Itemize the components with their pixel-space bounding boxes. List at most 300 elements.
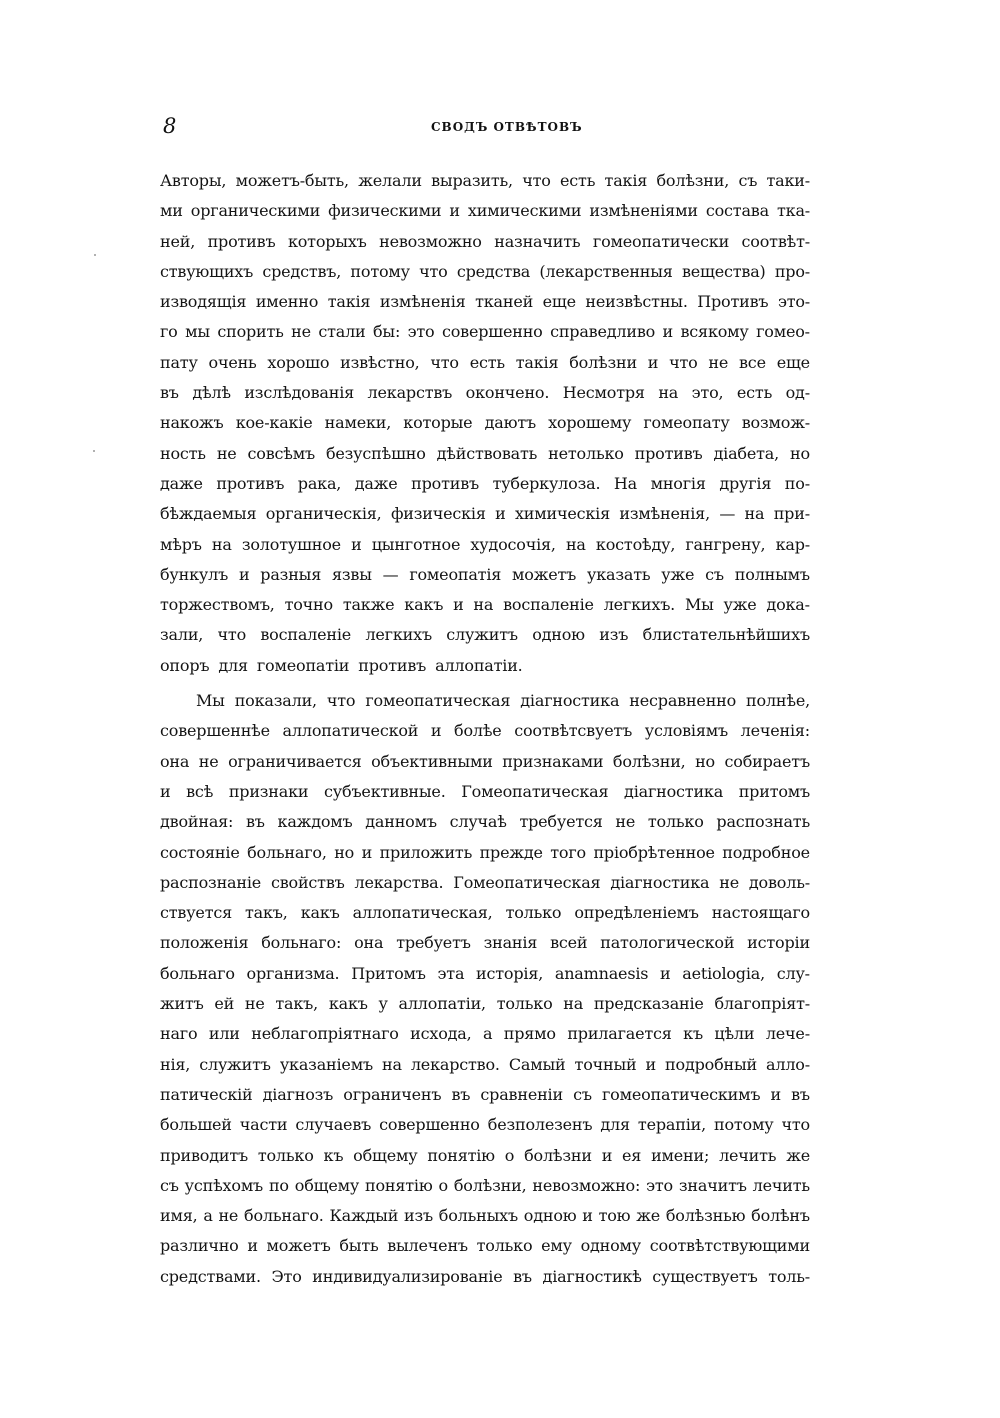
word: такъ, [245, 903, 288, 923]
word: и [582, 1206, 593, 1226]
word: — [382, 564, 399, 584]
word: ему [541, 1236, 572, 1256]
word: понятію [427, 1145, 495, 1165]
text-line [160, 747, 810, 777]
word: же [636, 1206, 661, 1226]
word: знанія [483, 933, 538, 953]
word: ней, [160, 231, 196, 251]
word: такія [604, 171, 648, 190]
word: больнаго [160, 963, 235, 983]
word: приводитъ [160, 1145, 248, 1165]
word: на [563, 994, 584, 1014]
word: ограниченъ [343, 1084, 442, 1104]
word: ми [160, 201, 183, 221]
word: на [658, 383, 679, 403]
text-line [160, 651, 810, 681]
word: имени; [651, 1145, 710, 1165]
word: распознаніе [160, 872, 262, 892]
word: Мы [684, 595, 714, 615]
word: діабета, [713, 443, 779, 463]
word: что [430, 352, 459, 372]
word: или [208, 1024, 240, 1044]
word: двойная: [160, 812, 234, 832]
word: блистательнѣйшихъ [642, 625, 810, 645]
text-line [160, 348, 810, 378]
word: химическими [467, 201, 582, 221]
word: — [719, 504, 736, 524]
word: кое-какіе [235, 413, 313, 433]
word: прилагается [567, 1024, 672, 1044]
word: индивидуализированіе [312, 1266, 503, 1286]
word: съ [160, 1175, 179, 1195]
word: можетъ-быть, [235, 171, 349, 190]
word: дѣлѣ [192, 383, 231, 403]
word: для [218, 655, 248, 675]
word: возмож- [741, 413, 810, 433]
word: можетъ [512, 564, 577, 584]
text-line [160, 989, 810, 1019]
word: больнаго. [244, 1206, 324, 1226]
text-line [160, 408, 810, 438]
word: показали, [234, 691, 317, 711]
word: не [708, 352, 729, 372]
word: гангрену, [685, 534, 766, 554]
word: противъ [634, 443, 703, 463]
word: только [476, 1236, 533, 1256]
word: всѣ [186, 781, 214, 801]
word: значитъ [678, 1175, 747, 1195]
word: мѣръ [160, 534, 202, 554]
text-line [160, 959, 810, 989]
word: приложить [379, 842, 473, 862]
word: золотушное [241, 534, 341, 554]
word: толь- [768, 1266, 810, 1286]
word: а [482, 1024, 493, 1044]
body-text [160, 166, 810, 1292]
word: но [695, 751, 715, 771]
word: од- [785, 383, 810, 403]
word: для [600, 1115, 630, 1135]
word: общему [294, 1175, 360, 1195]
text-line [160, 620, 810, 650]
word: діагностикѣ [542, 1266, 642, 1286]
word: болѣнъ [751, 1206, 810, 1226]
word: признаками [502, 751, 604, 771]
paper-speck [93, 450, 95, 452]
word: физическія [390, 504, 486, 524]
word: на [381, 1054, 402, 1074]
text-line [160, 686, 810, 716]
word: даже [160, 473, 203, 493]
word: про- [774, 261, 810, 281]
word: намеки, [324, 413, 392, 433]
word: большей [160, 1115, 232, 1135]
running-head: СВОДЪ ОТВѢТОВЪ [431, 120, 583, 134]
word: бункулъ [160, 564, 229, 584]
word: данномъ [365, 812, 437, 832]
word: исхода, [410, 1024, 472, 1044]
word: подробный [665, 1054, 757, 1074]
word: слу- [776, 963, 810, 983]
word: средствъ, [262, 261, 342, 281]
word: къ [683, 1024, 703, 1044]
word: служитъ [199, 1054, 271, 1074]
word: такія [515, 352, 559, 372]
word: благопріят- [714, 994, 810, 1014]
text-line [160, 807, 810, 837]
word: все [739, 352, 766, 372]
text-line [160, 1262, 810, 1292]
word: даютъ [484, 413, 536, 433]
word: пату [160, 352, 198, 372]
word: въ [451, 1084, 471, 1104]
word: такъ, [275, 994, 319, 1014]
word: свойствъ [270, 872, 345, 892]
word: не [291, 322, 311, 342]
word: органическія, [265, 504, 382, 524]
word: понятію [365, 1175, 433, 1195]
word: какъ [404, 595, 444, 615]
word: по [268, 1175, 289, 1195]
word: выразить, [431, 171, 513, 190]
word: на [211, 534, 232, 554]
word: (лекарственныя [539, 261, 673, 281]
word: органическими [190, 201, 321, 221]
word: и [662, 322, 674, 342]
word: подробное [722, 842, 810, 862]
word: аллопатической [282, 721, 419, 741]
word: дока- [766, 595, 810, 615]
word: безуспѣшно [325, 443, 426, 463]
word: что [217, 625, 247, 645]
word: и [247, 1236, 258, 1256]
word: костоѣду, [595, 534, 676, 554]
word: справедливо [550, 322, 656, 342]
word: діагнозъ [262, 1084, 334, 1104]
word: изъ [599, 625, 629, 645]
word: она [160, 751, 190, 771]
word: гомеопатически [592, 231, 730, 251]
word: ствуется [160, 903, 233, 923]
word: совершенно [441, 322, 543, 342]
text-line [160, 1231, 810, 1261]
word: существуетъ [652, 1266, 758, 1286]
word: служитъ [446, 625, 518, 645]
word: случаевъ [295, 1115, 372, 1135]
word: уже [723, 595, 757, 615]
word: состава [705, 201, 769, 221]
word: лечить [719, 1145, 777, 1165]
word: которые [403, 413, 473, 433]
word: какъ [300, 903, 340, 923]
word: не [615, 812, 636, 832]
word: и [647, 352, 659, 372]
word: различно [160, 1236, 239, 1256]
word: и [238, 564, 250, 584]
word: стали [318, 322, 366, 342]
text-line [160, 1019, 810, 1049]
word: болѣзни [524, 1145, 592, 1165]
word: физическими [328, 201, 442, 221]
word: соотвѣт- [741, 231, 810, 251]
word: общему [353, 1145, 418, 1165]
word: легкихъ. [603, 595, 676, 615]
word: у [378, 994, 388, 1014]
word: anamnaesis [554, 963, 649, 983]
text-line [160, 1080, 810, 1110]
text-line [160, 560, 810, 590]
word: алло- [766, 1054, 810, 1074]
word: Гомеопатическая [461, 781, 609, 801]
word: хорошо [267, 352, 330, 372]
word: ствующихъ [160, 261, 254, 281]
word: безполезенъ [487, 1115, 593, 1135]
word: условіямъ [644, 721, 728, 741]
word: распознать [716, 812, 810, 832]
word: гомеопату [643, 413, 730, 433]
word: даже [354, 473, 398, 493]
word: На [613, 473, 638, 493]
word: мы [185, 322, 210, 342]
word: что [669, 352, 698, 372]
word: это [646, 1175, 673, 1195]
text-line [160, 317, 810, 347]
word: потому [350, 261, 410, 281]
word: еще [776, 352, 810, 372]
word: средства [456, 261, 531, 281]
word: разныя [260, 564, 322, 584]
word: не [244, 994, 265, 1014]
text-line [160, 378, 810, 408]
word: Авторы, [160, 171, 227, 190]
word: съ [738, 171, 758, 190]
word: невозможно [379, 231, 482, 251]
word: только [257, 1145, 314, 1165]
word: житъ [160, 994, 204, 1014]
word: въ [246, 812, 265, 832]
word: нія, [160, 1054, 191, 1074]
word: не [198, 751, 219, 771]
word: худосочія, [470, 534, 556, 554]
word: требуется [519, 812, 603, 832]
word: спорить [217, 322, 284, 342]
word: Несмотря [562, 383, 645, 403]
word: настоящаго [711, 903, 810, 923]
word: одному [580, 1236, 642, 1256]
word: на [565, 534, 586, 554]
word: прежде [479, 842, 543, 862]
word: несравненно [629, 691, 737, 711]
word: го [160, 322, 178, 342]
word: и [449, 201, 460, 221]
word: терапіи, [637, 1115, 706, 1135]
word: хорошему [548, 413, 632, 433]
word: и [453, 595, 464, 615]
word: болѣзни, [453, 1175, 527, 1195]
word: противъ [216, 473, 285, 493]
word: указаніемъ [279, 1054, 373, 1074]
word: окончено. [465, 383, 550, 403]
word: быть [339, 1236, 379, 1256]
word: не [218, 1206, 239, 1226]
word: язвы [331, 564, 372, 584]
word: еще [542, 292, 576, 312]
word: и [495, 504, 506, 524]
word: лекарства. [354, 872, 444, 892]
word: одною [523, 1206, 577, 1226]
word: указать [587, 564, 651, 584]
word: легкихъ [365, 625, 432, 645]
text-line [160, 1171, 810, 1201]
text-line [160, 469, 810, 499]
word: противъ [358, 655, 427, 675]
text-line [160, 868, 810, 898]
word: Противъ [697, 292, 769, 312]
word: уже [661, 564, 695, 584]
text-line [160, 227, 810, 257]
text-line [160, 928, 810, 958]
word: есть [560, 171, 596, 190]
word: ность [160, 443, 206, 463]
word: извѣстно, [340, 352, 420, 372]
word: Мы [196, 691, 225, 711]
word: воспаленіе [503, 595, 594, 615]
word: опоръ [160, 655, 210, 675]
word: потому [713, 1115, 774, 1135]
word: гомеопатическая [365, 691, 511, 711]
word: наго [160, 1024, 198, 1044]
word: леченія: [740, 721, 810, 741]
word: что [522, 171, 551, 190]
word: вылеченъ [387, 1236, 468, 1256]
word: желали [358, 171, 422, 190]
word: гомеопатическимъ [601, 1084, 761, 1104]
word: изводящія [160, 292, 247, 312]
word: она [354, 933, 384, 953]
text-line [160, 499, 810, 529]
word: діагностика [624, 781, 724, 801]
word: полнѣе, [746, 691, 810, 711]
word: положенія [160, 933, 249, 953]
word: и [601, 1145, 613, 1165]
word: въ [160, 383, 179, 403]
word: ея [622, 1145, 642, 1165]
word: и [430, 721, 442, 741]
word: тканей [475, 292, 534, 312]
word: о [438, 1175, 448, 1195]
text-line [160, 196, 810, 226]
word: гомео- [756, 322, 810, 342]
text-line [160, 166, 810, 196]
word: только [505, 903, 562, 923]
word: организма. [246, 963, 340, 983]
word: рака, [297, 473, 342, 493]
text-line [160, 1110, 810, 1140]
paragraph [160, 686, 810, 1292]
word: лечить [752, 1175, 810, 1195]
word: пріобрѣтенное [593, 842, 715, 862]
word: кар- [775, 534, 810, 554]
word: болѣзнью [665, 1206, 746, 1226]
word: всей [550, 933, 588, 953]
word: успѣхомъ [184, 1175, 264, 1195]
text-line [160, 1141, 810, 1171]
word: патологической [600, 933, 735, 953]
word: туберкулоза. [492, 473, 601, 493]
word: аллопатическая, [352, 903, 493, 923]
word: aetiologia, [682, 963, 765, 983]
word: но [789, 443, 810, 463]
word: болѣе [454, 721, 502, 741]
page-number: 8 [163, 114, 177, 138]
word: и [351, 534, 362, 554]
word: совсѣмъ [247, 443, 315, 463]
word: цынготное [371, 534, 461, 554]
word: тка- [777, 201, 810, 221]
text-line [160, 257, 810, 287]
word: вещества) [681, 261, 766, 281]
word: діагностика [610, 872, 710, 892]
word: діагностика [520, 691, 620, 711]
word: аллопатіи. [435, 655, 523, 675]
word: Самый [508, 1054, 566, 1074]
word: зали, [160, 625, 204, 645]
word: одною [532, 625, 585, 645]
word: есть [469, 352, 505, 372]
word: точно [284, 595, 333, 615]
word: предсказаніе [593, 994, 704, 1014]
word: того [550, 842, 586, 862]
text-line [160, 716, 810, 746]
paragraph [160, 166, 810, 681]
word: ограничивается [228, 751, 362, 771]
word: что [419, 261, 448, 281]
word: Каждый [329, 1206, 399, 1226]
word: части [239, 1115, 288, 1135]
word: неизвѣстны. [585, 292, 688, 312]
word: другія [719, 473, 772, 493]
word: бѣждаемыя [160, 504, 257, 524]
word: но [334, 842, 355, 862]
word: и [160, 781, 171, 801]
word: что [781, 1115, 810, 1135]
word: болѣзни, [656, 171, 730, 190]
word: соотвѣтствующими [649, 1236, 810, 1256]
word: очень [208, 352, 257, 372]
word: требуетъ [396, 933, 471, 953]
word: сравненіи [480, 1084, 563, 1104]
word: есть [736, 383, 773, 403]
word: можетъ [266, 1236, 331, 1256]
word: притомъ [738, 781, 810, 801]
word: патическій [160, 1084, 253, 1104]
word: случаѣ [449, 812, 507, 832]
word: это [407, 322, 435, 342]
word: къ [323, 1145, 344, 1165]
paper-speck [94, 254, 96, 256]
word: бы: [373, 322, 401, 342]
word: невозможно: [532, 1175, 641, 1195]
word: таки- [766, 171, 810, 190]
word: исторія, [476, 963, 544, 983]
word: а [203, 1206, 213, 1226]
word: изъ [404, 1206, 433, 1226]
word: больнаго: [261, 933, 342, 953]
word: назначить [494, 231, 581, 251]
word: точный [574, 1054, 637, 1074]
word: субъективные. [324, 781, 446, 801]
word: о [504, 1145, 515, 1165]
